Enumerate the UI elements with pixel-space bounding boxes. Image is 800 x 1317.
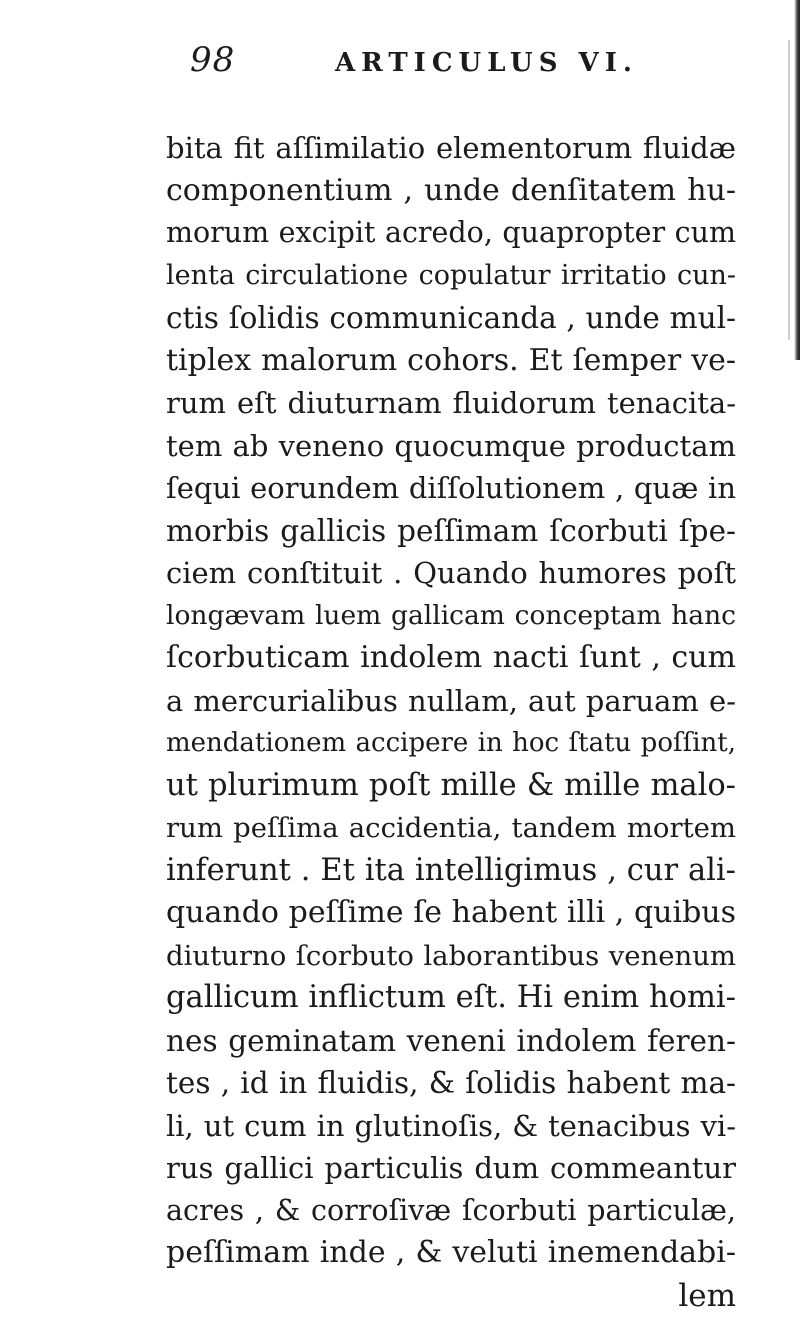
- text-line: componentium , unde denſitatem hu-: [166, 170, 736, 213]
- text-line: ctis ſolidis communicanda , unde mul-: [166, 297, 736, 340]
- page-edge-shadow: [794, 0, 800, 360]
- text-line: tem ab veneno quocumque productam: [166, 425, 736, 468]
- page-number: 98: [190, 40, 235, 80]
- text-line: diuturno ſcorbuto laborantibus venenum: [166, 935, 736, 978]
- text-line: tiplex malorum cohors. Et ſemper ve-: [166, 340, 736, 383]
- text-line: lenta circulatione copulatur irritatio cun-: [166, 255, 736, 298]
- text-line: peſſimam inde , & veluti inemendabi-: [166, 1232, 736, 1275]
- text-line: acres , & corroſivæ ſcorbuti particulæ,: [166, 1190, 736, 1233]
- text-line: li, ut cum in glutinoſis, & tenacibus vi-: [166, 1105, 736, 1148]
- text-line: rus gallici particulis dum commeantur: [166, 1147, 736, 1190]
- catchword: lem: [166, 1275, 736, 1317]
- running-head: ARTICULUS VI.: [335, 48, 638, 78]
- text-line: a mercurialibus nullam, aut paruam e-: [166, 680, 736, 723]
- body-text: [166, 127, 736, 1317]
- page-header: [160, 40, 720, 100]
- text-line: ſcorbuticam indolem nacti ſunt , cum: [166, 637, 736, 680]
- text-line: ſequi eorundem diſſolutionem , quæ in: [166, 467, 736, 510]
- text-line: gallicum inflictum eſt. Hi enim homi-: [166, 977, 736, 1020]
- text-line: morum excipit acredo, quapropter cum: [166, 212, 736, 255]
- text-line: nes geminatam veneni indolem feren-: [166, 1020, 736, 1063]
- text-line: morbis gallicis peſſimam ſcorbuti ſpe-: [166, 510, 736, 553]
- text-line: mendationem accipere in hoc ſtatu poſſint,: [166, 722, 736, 765]
- text-line: longævam luem gallicam conceptam hanc: [166, 595, 736, 638]
- text-line: ut plurimum poſt mille & mille malo-: [166, 765, 736, 808]
- text-line: rum peſſima accidentia, tandem mortem: [166, 807, 736, 850]
- text-line: ciem conſtituit . Quando humores poſt: [166, 552, 736, 595]
- text-line: bita fit aſſimilatio elementorum fluidæ: [166, 127, 736, 170]
- text-line: tes , id in fluidis, & ſolidis habent ma-: [166, 1062, 736, 1105]
- text-line: rum eſt diuturnam fluidorum tenacita-: [166, 382, 736, 425]
- text-line: inferunt . Et ita intelligimus , cur ali-: [166, 850, 736, 893]
- text-line: quando peſſime ſe habent illi , quibus: [166, 892, 736, 935]
- page-edge-line: [788, 40, 790, 340]
